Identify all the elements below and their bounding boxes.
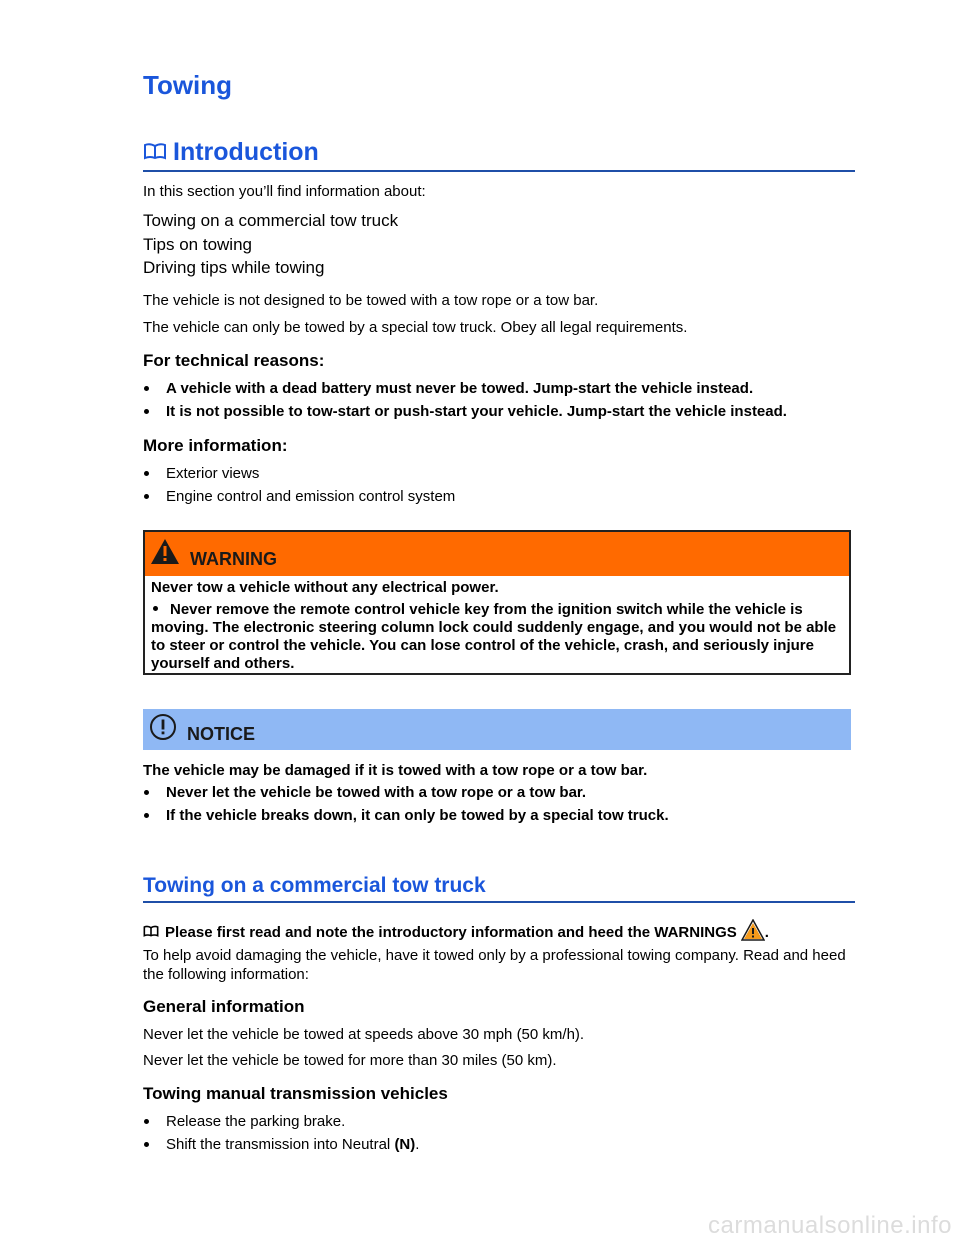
list-item: It is not possible to tow-start or push-start your vehicle. Jump-start the vehicle instead. [143,400,855,423]
warning-box [143,530,851,675]
notice-list [143,781,855,827]
manual-transmission-heading: Towing manual transmission vehicles [143,1084,448,1103]
book-icon [143,924,159,941]
list-item: A vehicle with a dead battery must never be towed. Jump-start the vehicle instead. [143,377,855,400]
general-paragraph: Never let the vehicle be towed at speeds above 30 mph (50 km/h). [143,1026,585,1043]
technical-reasons-list [143,377,855,423]
notice-line: The vehicle may be damaged if it is towed with a tow rope or a tow bar. [143,762,648,779]
introduction-heading [143,138,855,167]
intro-reference-line [143,919,769,945]
warning-triangle-icon [150,538,180,571]
reference-text[interactable]: Please first read and note the introductory information and heed the WARNINGS [165,923,737,941]
warning-header [145,532,849,576]
tow-truck-heading-bar [143,874,855,903]
introduction-heading-bar [143,138,855,172]
intro-topic-link[interactable]: Towing on a commercial tow truck [143,211,399,230]
item-end: . [415,1136,420,1153]
list-item: Release the parking brake. [143,1110,855,1133]
warning-line: Never tow a vehicle without any electrical power. [151,579,499,596]
bullet-dot [153,606,158,611]
more-info-link[interactable]: Engine control and emission control system [143,485,855,508]
technical-reasons-heading: For technical reasons: [143,351,325,370]
more-information-heading: More information: [143,436,288,455]
warning-bullet-text: Never remove the remote control vehicle key from the ignition switch while the vehicle is moving. The electronic steering column lock could suddenly engage, and you would not be able to steer or control the vehicle. You can lose control of the vehicle, crash, and seriously injure yourself and others. [151,601,837,672]
intro-topic-link[interactable]: Driving tips while towing [143,258,325,277]
warning-body [145,576,849,673]
watermark: carmanualsonline.info [708,1212,952,1239]
notice-header [143,709,851,750]
introduction-heading-text: Introduction [173,138,319,166]
warnings-triangle-icon [741,919,765,945]
intro-topic-link[interactable]: Tips on towing [143,234,252,254]
notice-label: NOTICE [187,724,256,744]
reference-end: . [764,923,769,941]
item-text: Shift the transmission into Neutral [166,1136,395,1153]
list-item [143,1133,855,1156]
intro-paragraph: The vehicle is not designed to be towed with a tow rope or a tow bar. [143,292,599,309]
intro-lead: In this section you’ll find information about: [143,183,426,200]
more-information-list [143,462,855,508]
intro-topic-list [143,209,398,280]
list-item: Never let the vehicle be towed with a tow rope or a tow bar. [143,781,855,804]
list-item: If the vehicle breaks down, it can only be towed by a special tow truck. [143,804,855,827]
manual-transmission-list [143,1110,855,1156]
general-paragraph: Never let the vehicle be towed for more than 30 miles (50 km). [143,1052,557,1069]
tow-truck-paragraph: To help avoid damaging the vehicle, have it towed only by a professional towing company. Read and heed the following information: [143,947,846,983]
intro-paragraph: The vehicle can only be towed by a special tow truck. Obey all legal requirements. [143,319,688,336]
more-info-link[interactable]: Exterior views [143,462,855,485]
warning-label: WARNING [190,548,277,569]
warning-bullet [151,601,843,673]
page-title: Towing [143,70,233,100]
notice-exclamation-icon [149,713,177,746]
book-icon [143,138,167,167]
general-information-heading: General information [143,997,305,1016]
neutral-symbol: (N) [394,1136,416,1153]
tow-truck-heading: Towing on a commercial tow truck [143,874,486,897]
